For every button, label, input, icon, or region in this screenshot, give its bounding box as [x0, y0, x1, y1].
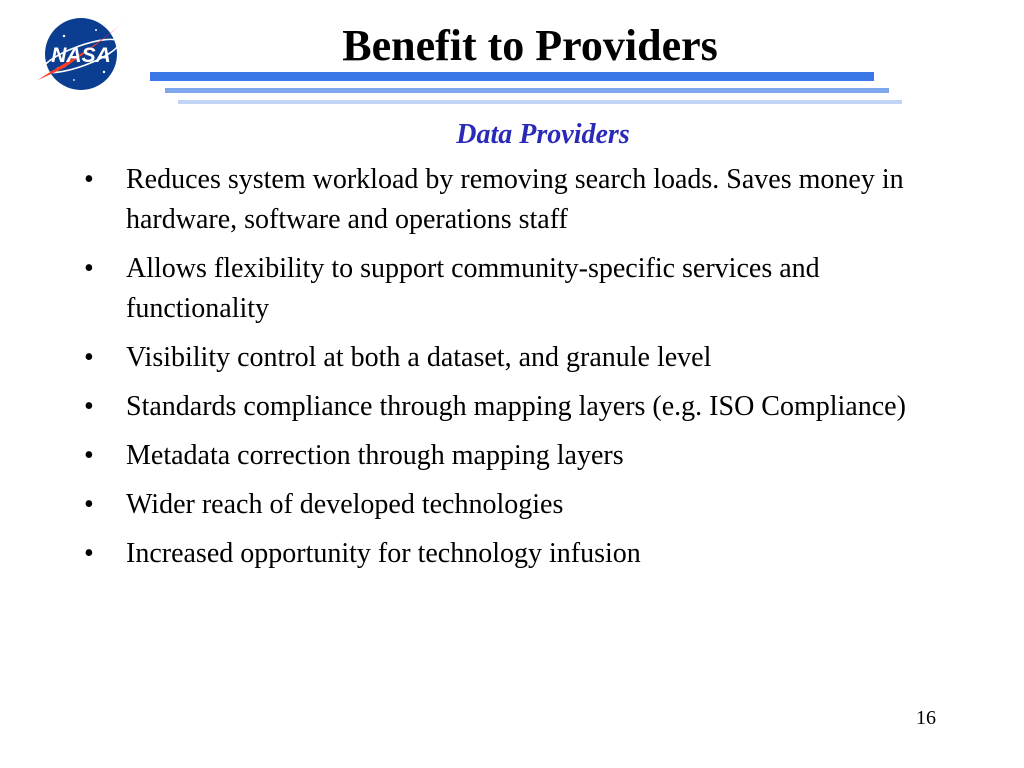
nasa-logo	[34, 10, 134, 94]
bullet-marker: •	[84, 440, 94, 471]
bullet-item	[84, 485, 964, 525]
bullet-marker: •	[84, 253, 94, 284]
svg-text:NASA: NASA	[51, 44, 111, 67]
bullet-text: Metadata correction through mapping layers	[126, 440, 624, 471]
bullet-marker: •	[84, 391, 94, 422]
bullet-marker: •	[84, 164, 94, 195]
bullet-item	[84, 160, 964, 240]
bullet-item	[84, 534, 964, 574]
bullet-text: Increased opportunity for technology infusion	[126, 538, 641, 569]
title-rule-secondary	[165, 88, 889, 93]
title-rule-primary	[150, 72, 874, 81]
bullet-text: Wider reach of developed technologies	[126, 489, 564, 520]
bullet-item	[84, 387, 964, 427]
bullet-text: Standards compliance through mapping layers (e.g. ISO Compliance)	[126, 391, 906, 422]
slide-title: Benefit to Providers	[342, 21, 718, 70]
bullet-text: Reduces system workload by removing search loads. Saves money in hardware, software and operations staff	[126, 164, 904, 235]
page-number: 16	[916, 707, 936, 729]
bullet-item	[84, 338, 964, 378]
bullet-item	[84, 436, 964, 476]
bullet-item	[84, 249, 964, 329]
bullet-list	[84, 160, 964, 583]
bullet-text: Allows flexibility to support community-specific services and functionality	[126, 253, 820, 324]
bullet-marker: •	[84, 538, 94, 569]
bullet-text: Visibility control at both a dataset, and granule level	[126, 342, 712, 373]
bullet-marker: •	[84, 342, 94, 373]
section-subtitle: Data Providers	[456, 119, 630, 150]
title-rule-tertiary	[178, 100, 902, 104]
bullet-marker: •	[84, 489, 94, 520]
